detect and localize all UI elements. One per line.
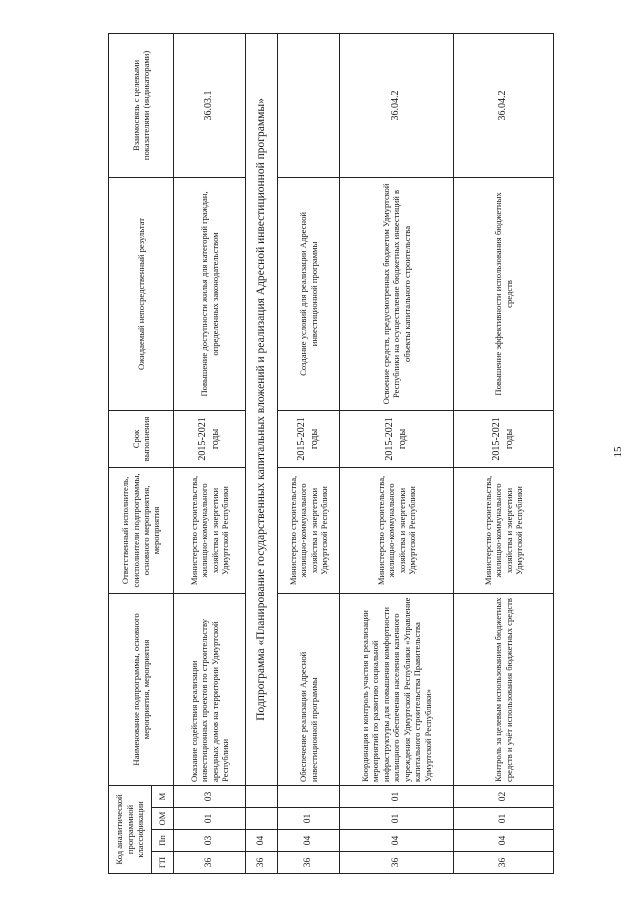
cell-name: Координация и контроль участия в реализации мероприятий по развитию социальной инфраструктуры для повышения комфортности жилищного обеспечения населения казенного учреждения Удмуртской Республики «Управление капитального строительства Правительства Удмуртской Республики»	[340, 593, 454, 785]
cell-name: Обеспечение реализации Адресной инвестиционной программы	[278, 593, 340, 785]
cell-pp: 04	[454, 830, 554, 852]
cell-name: Контроль за целевым использованием бюджетных средств и учёт использования бюджетных средств	[454, 593, 554, 785]
cell-pp: 04	[246, 830, 278, 852]
cell-om: 01	[340, 808, 454, 830]
cell-m	[278, 785, 340, 807]
cell-link	[278, 33, 340, 177]
cell-result: Повышение эффективности использования бюджетных средств	[454, 177, 554, 410]
cell-result: Повышение доступности жилья для категорий граждан, определенных законодательством	[174, 177, 246, 410]
cell-responsible: Министерство строительства, жилищно-коммунального хозяйства и энергетики Удмуртской Республики	[340, 467, 454, 593]
cell-pp: 04	[278, 830, 340, 852]
header-om: ОМ	[152, 808, 174, 830]
cell-om: 01	[278, 808, 340, 830]
cell-pp: 04	[340, 830, 454, 852]
cell-responsible: Министерство строительства, жилищно-коммунального хозяйства и энергетики Удмуртской Республики	[278, 467, 340, 593]
cell-term: 2015-2021 годы	[454, 410, 554, 467]
cell-m: 03	[174, 785, 246, 807]
cell-empty	[246, 785, 278, 807]
program-table	[108, 33, 554, 874]
cell-gp: 36	[174, 852, 246, 874]
cell-link: 36.04.2	[454, 33, 554, 177]
header-name: Наименование подпрограммы, основного мероприятия, мероприятия	[109, 593, 174, 785]
header-link: Взаимосвязь с целевыми показателями (индикаторами)	[109, 33, 174, 177]
cell-gp: 36	[454, 852, 554, 874]
cell-term: 2015-2021 годы	[340, 410, 454, 467]
cell-responsible: Министерство строительства, жилищно-коммунального хозяйства и энергетики Удмуртской Республики	[454, 467, 554, 593]
cell-responsible: Министерство строительства, жилищно-коммунального хозяйства и энергетики Удмуртской Республики	[174, 467, 246, 593]
header-m: М	[152, 785, 174, 807]
header-code-group: Код аналитической программной классификации	[109, 785, 152, 873]
cell-m: 02	[454, 785, 554, 807]
header-pp: Пп	[152, 830, 174, 852]
table-row	[340, 33, 454, 873]
header-term: Срок выполнения	[109, 410, 174, 467]
cell-link: 36.04.2	[340, 33, 454, 177]
subprogram-row	[246, 33, 278, 873]
subprogram-title: Подпрограмма «Планирование государственных капитальных вложений и реализация Адресной инвестиционной программы»	[246, 33, 278, 785]
cell-gp: 36	[246, 852, 278, 874]
cell-result: Создание условий для реализации Адресной инвестиционной программы	[278, 177, 340, 410]
cell-m: 01	[340, 785, 454, 807]
cell-term: 2015-2021 годы	[174, 410, 246, 467]
header-responsible: Ответственный исполнитель, соисполнители подпрограммы, основного мероприятия, мероприятия	[109, 467, 174, 593]
table-wrapper	[108, 34, 524, 874]
cell-name: Оказание содействия реализации инвестиционных проектов по строительству арендных домов на территории Удмуртской Республики	[174, 593, 246, 785]
cell-gp: 36	[278, 852, 340, 874]
cell-pp: 03	[174, 830, 246, 852]
header-result: Ожидаемый непосредственный результат	[109, 177, 174, 410]
cell-term: 2015-2021 годы	[278, 410, 340, 467]
cell-om: 01	[174, 808, 246, 830]
cell-gp: 36	[340, 852, 454, 874]
table-row	[278, 33, 340, 873]
cell-om: 01	[454, 808, 554, 830]
cell-link: 36.03.1	[174, 33, 246, 177]
header-gp: ГП	[152, 852, 174, 874]
page-number: 15	[612, 446, 624, 458]
cell-result: Освоение средств, предусмотренных бюджетом Удмуртской Республики на осуществление бюджетных инвестиций в объекты капитального строительства	[340, 177, 454, 410]
table-row	[454, 33, 554, 873]
cell-empty	[246, 808, 278, 830]
table-row	[174, 33, 246, 873]
header-row-group	[109, 33, 152, 873]
